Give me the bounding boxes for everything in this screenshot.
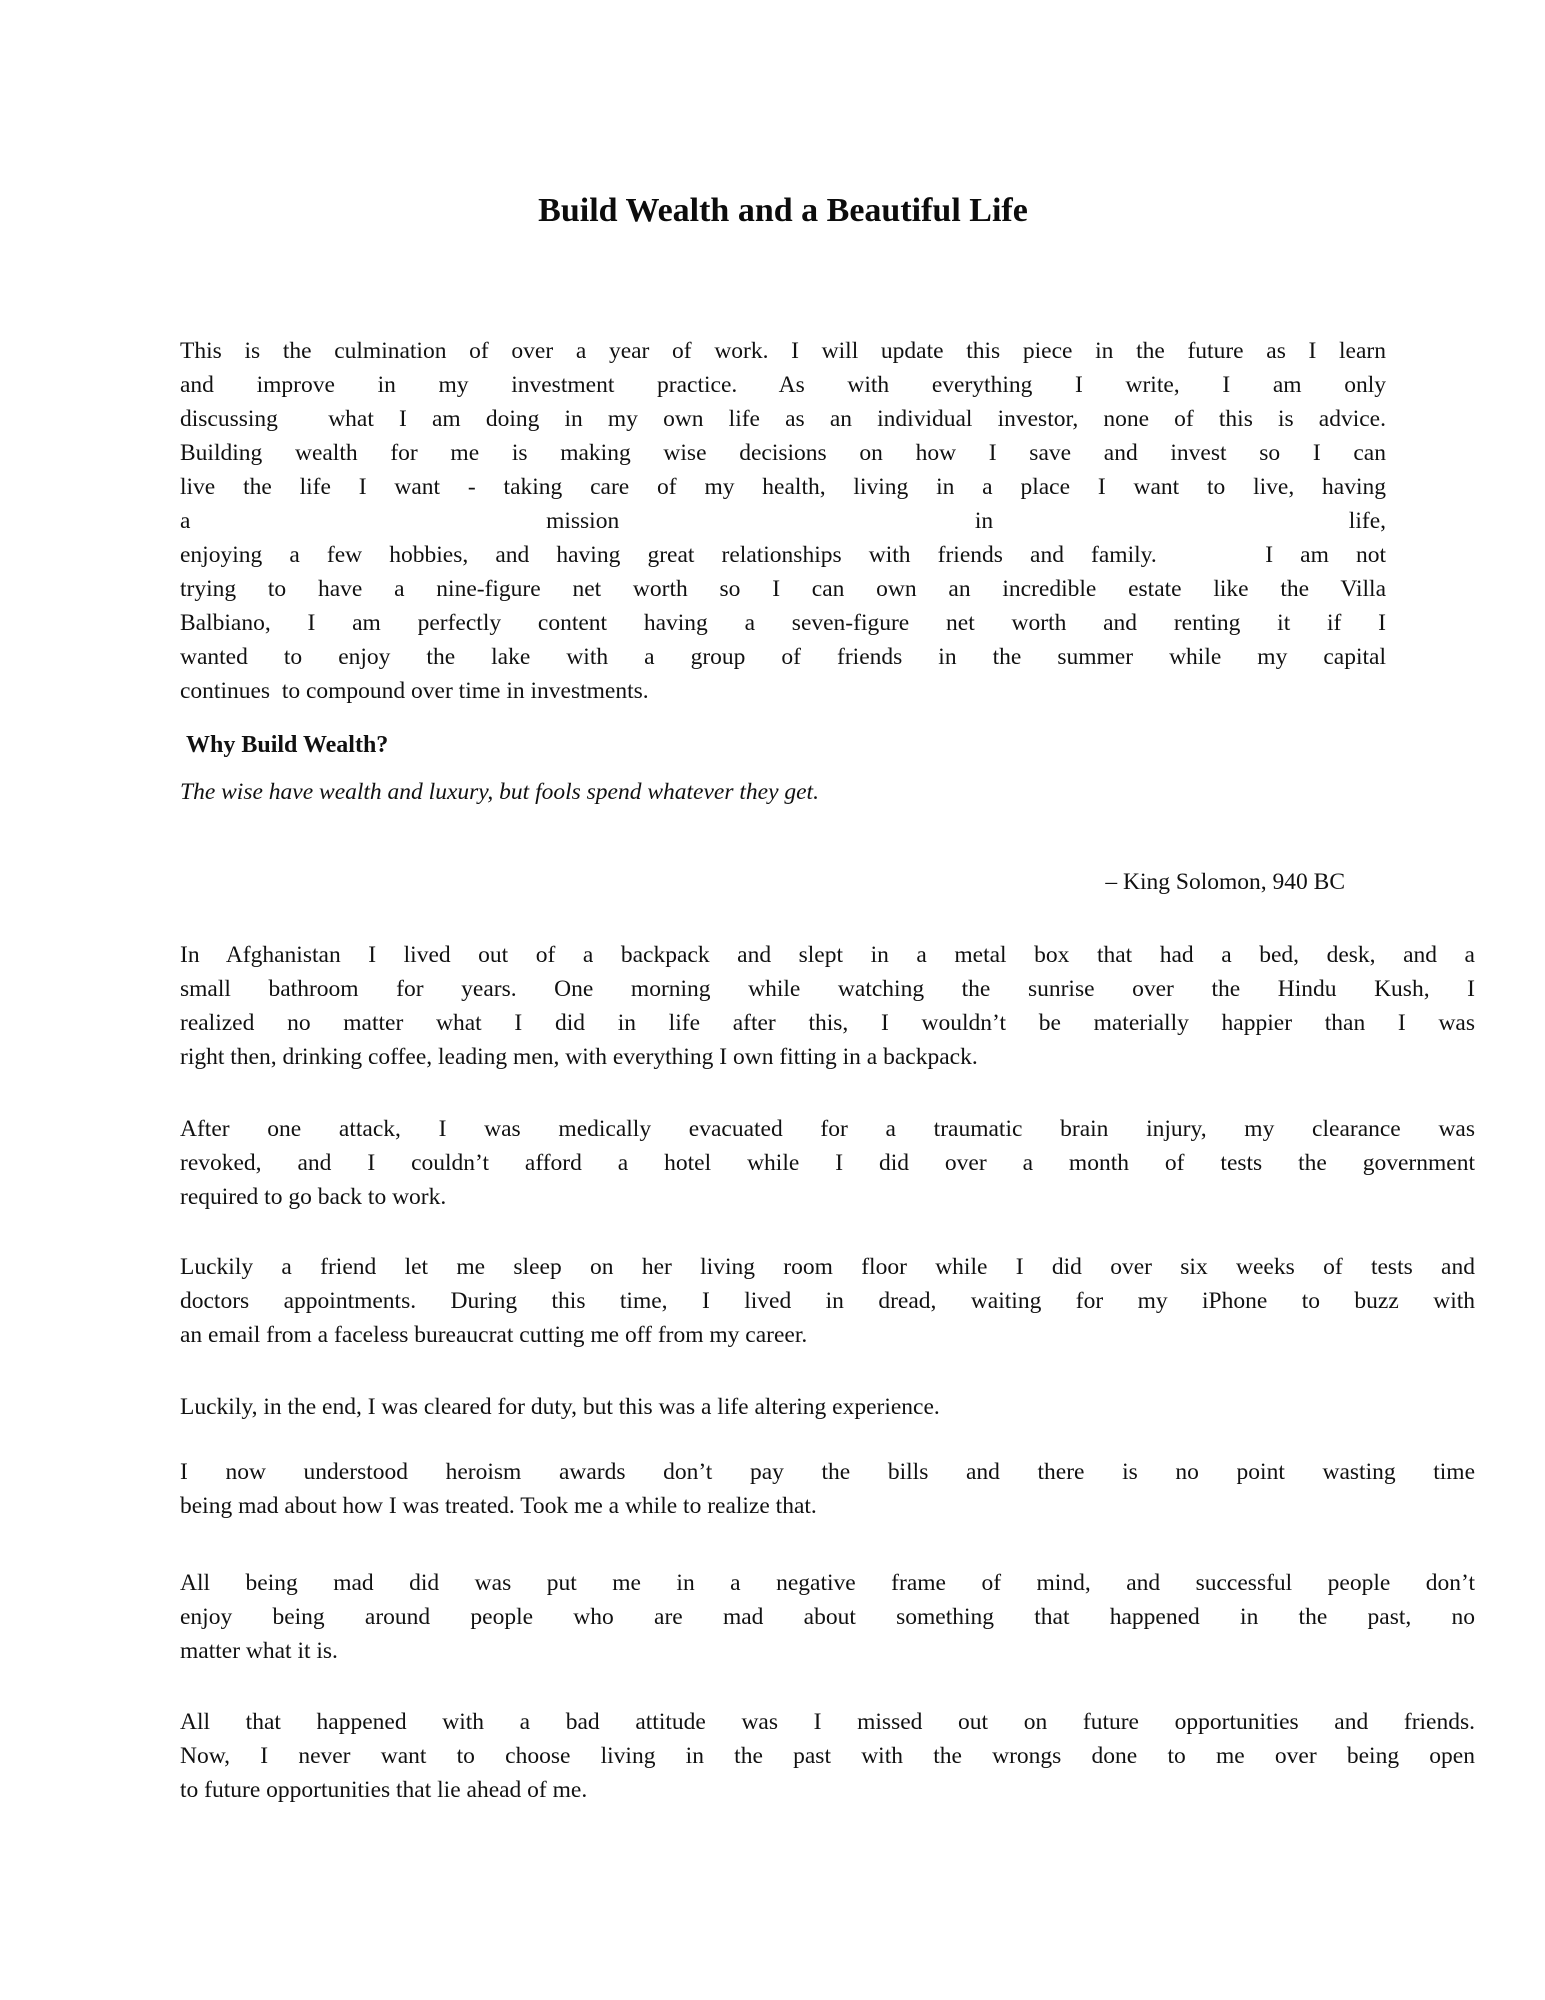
- text-line: revoked, and I couldn’t afford a hotel while I did over a month of tests the government: [180, 1150, 1475, 1176]
- text-line: doctors appointments. During this time, I lived in dread, waiting for my iPhone to buzz with: [180, 1288, 1475, 1314]
- paragraph-being-mad: [180, 1566, 1475, 1668]
- text-line: an email from a faceless bureaucrat cutting me off from my career.: [180, 1322, 808, 1348]
- quote-attribution: – King Solomon, 940 BC: [1105, 869, 1345, 895]
- text-line: wanted to enjoy the lake with a group of friends in the summer while my capital: [180, 644, 1386, 670]
- paragraph-bad-attitude: [180, 1705, 1475, 1807]
- section-heading-why-build-wealth: Why Build Wealth?: [186, 732, 389, 758]
- text-line: All being mad did was put me in a negative frame of mind, and successful people don’t: [180, 1570, 1475, 1596]
- text-line: a mission in life,: [180, 508, 1386, 534]
- text-line: small bathroom for years. One morning while watching the sunrise over the Hindu Kush, I: [180, 976, 1475, 1002]
- paragraph-living-room-floor: [180, 1250, 1475, 1352]
- text-line: to future opportunities that lie ahead of me.: [180, 1777, 588, 1803]
- document-content: [180, 0, 1475, 1807]
- text-line: In Afghanistan I lived out of a backpack and slept in a metal box that had a bed, desk, and a: [180, 942, 1475, 968]
- paragraph-cleared-for-duty: [180, 1390, 1475, 1424]
- text-line: and improve in my investment practice. As with everything I write, I am only: [180, 372, 1386, 398]
- text-line: being mad about how I was treated. Took me a while to realize that.: [180, 1493, 817, 1519]
- text-line: I now understood heroism awards don’t pay the bills and there is no point wasting time: [180, 1459, 1475, 1485]
- text-line: right then, drinking coffee, leading men, with everything I own fitting in a backpack.: [180, 1044, 978, 1070]
- text-line: After one attack, I was medically evacuated for a traumatic brain injury, my clearance was: [180, 1116, 1475, 1142]
- paragraph-heroism-awards: [180, 1455, 1475, 1523]
- text-line: Luckily a friend let me sleep on her living room floor while I did over six weeks of tests and: [180, 1254, 1475, 1280]
- text-line: enjoying a few hobbies, and having great relationships with friends and family. I am not: [180, 542, 1386, 568]
- text-line: trying to have a nine-figure net worth so I can own an incredible estate like the Villa: [180, 576, 1386, 602]
- text-line: All that happened with a bad attitude was I missed out on future opportunities and friends.: [180, 1709, 1475, 1735]
- paragraph-afghanistan: [180, 938, 1475, 1074]
- text-line: required to go back to work.: [180, 1184, 447, 1210]
- text-line: continues to compound over time in investments.: [180, 678, 649, 704]
- text-line: Now, I never want to choose living in the past with the wrongs done to me over being open: [180, 1743, 1475, 1769]
- text-line: live the life I want - taking care of my health, living in a place I want to live, having: [180, 474, 1386, 500]
- text-line: Balbiano, I am perfectly content having a seven-figure net worth and renting it if I: [180, 610, 1386, 636]
- text-line: Luckily, in the end, I was cleared for duty, but this was a life altering experience.: [180, 1394, 940, 1420]
- text-line: Building wealth for me is making wise decisions on how I save and invest so I can: [180, 440, 1386, 466]
- text-line: This is the culmination of over a year of work. I will update this piece in the future as I learn: [180, 338, 1386, 364]
- text-line: enjoy being around people who are mad about something that happened in the past, no: [180, 1604, 1475, 1630]
- text-line: realized no matter what I did in life after this, I wouldn’t be materially happier than I was: [180, 1010, 1475, 1036]
- text-line: discussing what I am doing in my own life as an individual investor, none of this is advice.: [180, 406, 1386, 432]
- paragraph-intro: [180, 334, 1475, 708]
- paragraph-attack: [180, 1112, 1475, 1214]
- quote-text: The wise have wealth and luxury, but fools spend whatever they get.: [180, 779, 819, 805]
- page-title: Build Wealth and a Beautiful Life: [538, 192, 1028, 229]
- text-line: matter what it is.: [180, 1638, 338, 1664]
